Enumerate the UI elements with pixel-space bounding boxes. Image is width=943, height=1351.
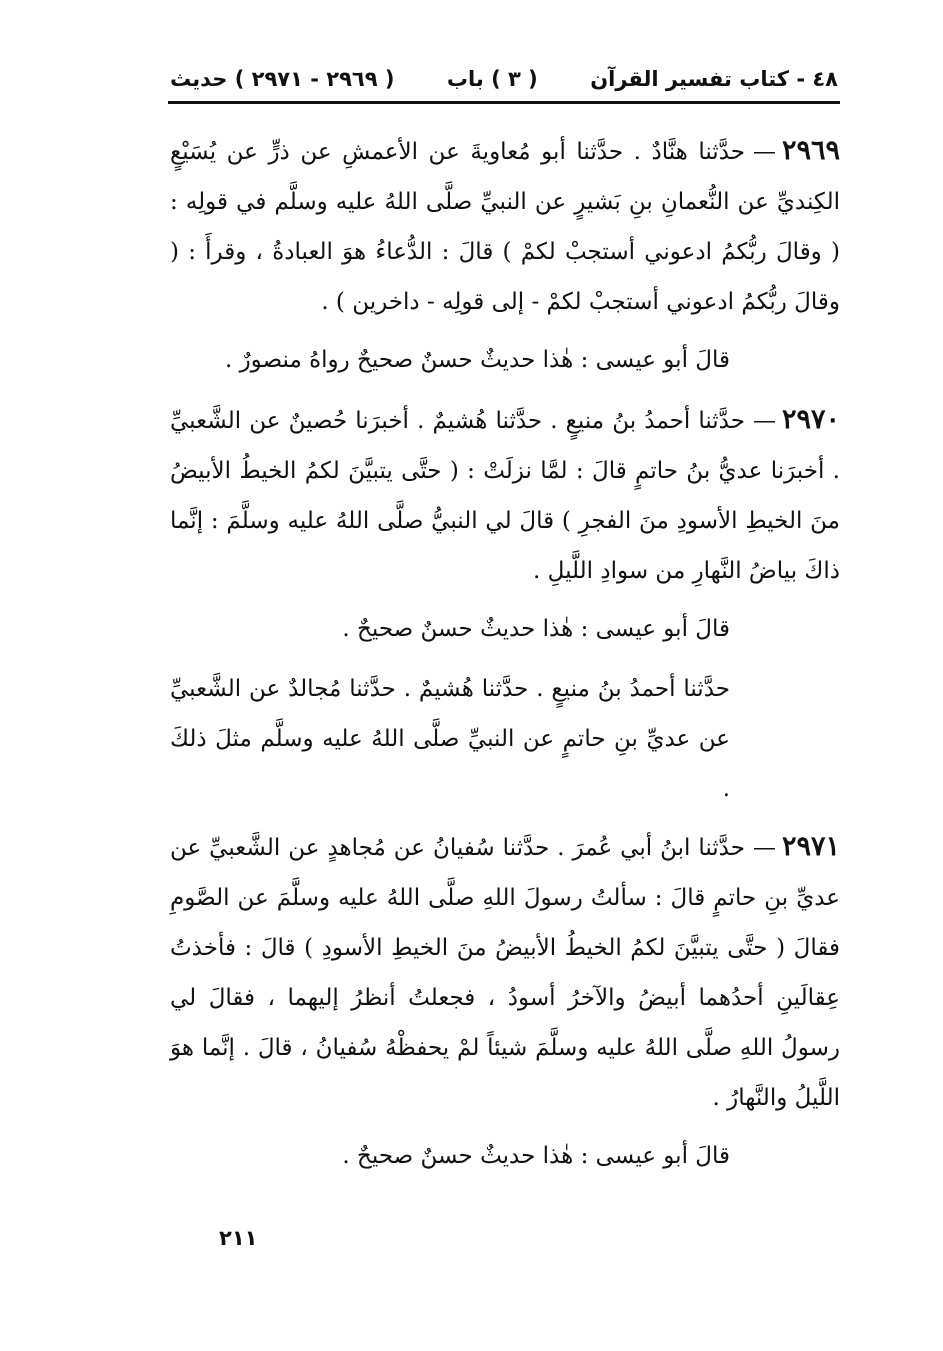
header-chapter: ٤٨ - كتاب تفسير القرآن — [590, 67, 838, 91]
running-header — [170, 58, 838, 100]
dash: — — [752, 408, 776, 434]
hadith-2969 — [170, 126, 840, 327]
page-body — [170, 126, 840, 1191]
hadith-verdict: قالَ أبو عيسى : هٰذا حديثٌ حسنٌ صحيحٌ . — [342, 1143, 730, 1169]
hadith-text: حدَّثنا أحمدُ بنُ منيعٍ . حدَّثنا هُشيمٌ . أخبرَنا حُصينٌ عن الشَّعبيِّ . أخبرَنا عديُّ بنُ حاتمٍ قالَ : لمَّا نزلَتْ : ( حتَّى يتبيَّنَ لكمُ الخيطُ الأبيضُ منَ الخيطِ الأسودِ منَ الفجرِ ) قالَ لي النبيُّ صلَّى اللهُ عليه وسلَّمَ : إنَّما ذاكَ بياضُ النَّهارِ من سوادِ اللَّيلِ . — [170, 408, 840, 584]
hadith-text: حدَّثنا ابنُ أبي عُمرَ . حدَّثنا سُفيانُ عن مُجاهدٍ عن الشَّعبيِّ عن عديِّ بنِ حاتمٍ قالَ : سألتُ رسولَ اللهِ صلَّى اللهُ عليه وسلَّمَ عن الصَّومِ فقالَ ( حتَّى يتبيَّنَ لكمُ الخيطُ الأبيضُ منَ الخيطِ الأسودِ ) قالَ : فأخذتُ عِقالَينِ أحدُهما أبيضُ والآخرُ أسودُ ، فجعلتُ أنظرُ إليهما ، فقالَ لي رسولُ اللهِ صلَّى اللهُ عليه وسلَّمَ شيئاً لمْ يحفظْهُ سُفيانُ ، قالَ . إنَّما هوَ اللَّيلُ والنَّهارُ . — [170, 835, 840, 1111]
hadith-2971 — [170, 822, 840, 1123]
hadith-number: ٢٩٦٩ — [781, 135, 840, 166]
dash: — — [752, 139, 776, 165]
hadith-number: ٢٩٧١ — [781, 831, 840, 862]
hadith-verdict: قالَ أبو عيسى : هٰذا حديثٌ حسنٌ صحيحٌ رواهُ منصورٌ . — [224, 347, 730, 373]
dash: — — [752, 835, 776, 861]
chain-note: حدَّثنا أحمدُ بنُ منيعٍ . حدَّثنا هُشيمٌ . حدَّثنا مُجالدٌ عن الشَّعبيِّ عن عديِّ بنِ حاتمٍ عن النبيِّ صلَّى اللهُ عليه وسلَّم مثلَ ذلكَ . — [170, 676, 730, 802]
header-hadith-range: ( ٢٩٦٩ - ٢٩٧١ ) حديث — [170, 67, 395, 91]
hadith-number: ٢٩٧٠ — [781, 404, 840, 435]
header-section: ( ٣ ) باب — [446, 67, 538, 91]
hadith-text: حدَّثنا هنَّادٌ . حدَّثنا أبو مُعاويةَ عن الأعمشِ عن ذرٍّ عن يُسَيْعٍ الكِنديِّ عن النُّعمانِ بنِ بَشيرٍ عن النبيِّ صلَّى اللهُ عليه وسلَّم في قولِه : ( وقالَ ربُّكمُ ادعوني أستجبْ لكمْ ) قالَ : الدُّعاءُ هوَ العبادةُ ، وقرأَ : ( وقالَ ربُّكمُ ادعوني أستجبْ لكمْ - إلى قولِه - داخرين ) . — [170, 139, 840, 315]
hadith-verdict: قالَ أبو عيسى : هٰذا حديثٌ حسنٌ صحيحٌ . — [342, 616, 730, 642]
page-number: ٢١١ — [219, 1226, 258, 1250]
hadith-2970 — [170, 395, 840, 596]
header-rule — [168, 101, 840, 104]
